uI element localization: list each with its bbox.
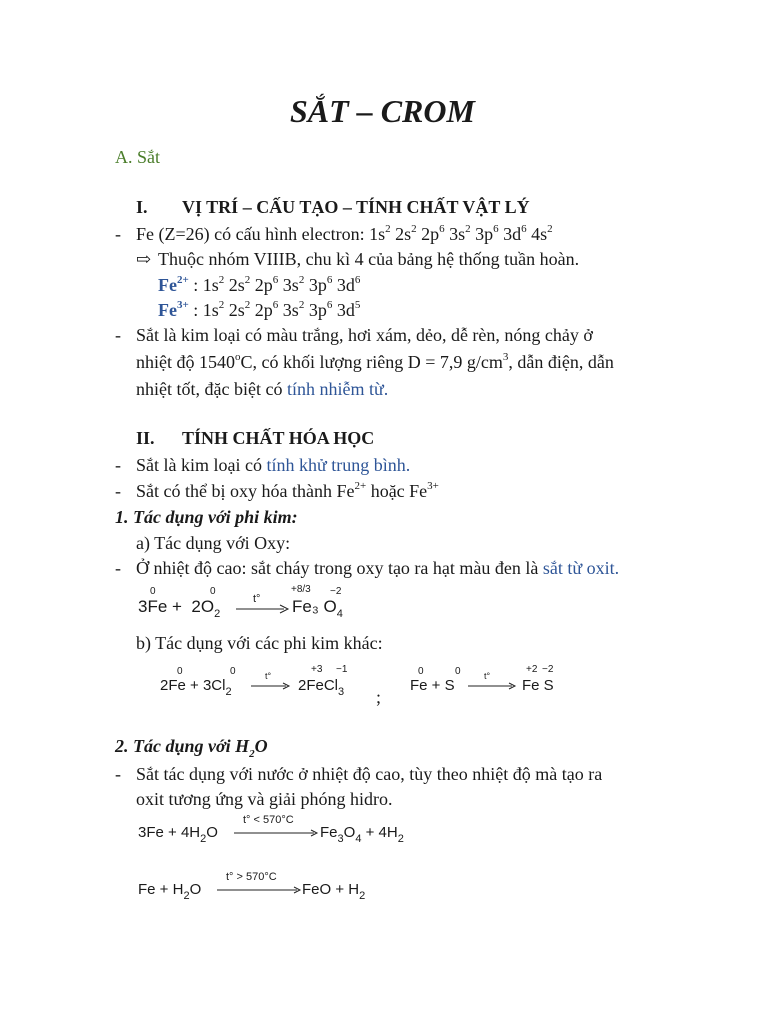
physical-line-3: nhiệt tốt, đặc biệt có tính nhiễm từ. — [136, 379, 389, 399]
bullet-dash: - — [115, 764, 121, 784]
heading-2-text: TÍNH CHẤT HÓA HỌC — [182, 428, 375, 448]
fe2-config-line: $Fe^{2+}$ : $1s^2$ $2s^2$ $2p^6$ $3s^2$ $3p^6$ $3d^6$ — [158, 274, 361, 295]
bullet-dash: - — [115, 325, 121, 345]
equation-fe-o2: 0 0 +8/3 −2 $3Fe + 2O_2$ t° Fe₃ $O_4$ — [138, 584, 343, 620]
reaction-arrow-icon — [236, 603, 290, 615]
heading-1-text: VỊ TRÍ – CẤU TẠO – TÍNH CHẤT VẬT LÝ — [182, 197, 530, 217]
electron-config-text: Fe (Z=26) có cấu hình electron: — [136, 224, 370, 244]
magnetite-text: sắt từ oxit. — [542, 558, 620, 578]
fe3-label: $Fe^{3+}$ — [158, 299, 189, 320]
bullet-dash: - — [115, 481, 121, 501]
bullet-dash: - — [115, 224, 121, 244]
section-a-heading: A. Sắt — [115, 147, 160, 167]
water-line-2: oxit tương ứng và giải phóng hidro. — [136, 789, 393, 809]
magnetic-property-text: tính nhiễm từ. — [286, 379, 389, 399]
equation-fe-cl2: 0 0 +3 −1 $2Fe + 3Cl_2$ t° 2FeCl$_3$ — [160, 664, 348, 698]
subheading-1b: b) Tác dụng với các phi kim khác: — [136, 633, 383, 653]
water-line-1: Sắt tác dụng với nước ở nhiệt độ cao, tùy theo nhiệt độ mà tạo ra — [136, 764, 603, 784]
equation-fe-water-low: $3Fe + 4H_2O$ t° < 570°C $Fe_3O_4 + 4H_2$ — [138, 814, 404, 845]
oxygen-line: Ở nhiệt độ cao: sắt cháy trong oxy tạo ra hạt màu đen là sắt từ oxit. — [136, 558, 620, 578]
heading-2-number: II. — [136, 428, 155, 448]
reducing-line: Sắt là kim loại có tính khử trung bình. — [136, 455, 411, 475]
physical-line-2: nhiệt độ 1540$^o$C, có khối lượng riêng D = 7,9 $g/cm^3$, dẫn điện, dẫn — [136, 351, 614, 372]
bullet-dash: - — [115, 455, 121, 475]
equation-fe-s: 0 0 +2 −2 Fe + S t° Fe S — [410, 664, 554, 694]
semicolon: ; — [376, 687, 382, 707]
electron-config-formula: $1s^2$ $2s^2$ $2p^6$ $3s^2$ $3p^6$ $3d^6$ $4s^2$ — [369, 223, 553, 244]
electron-config-line — [136, 223, 553, 245]
page-title: SẮT – CROM — [290, 93, 475, 129]
subheading-1: 1. Tác dụng với phi kim: — [115, 507, 298, 527]
group-period-text: Thuộc nhóm VIIIB, chu kì 4 của bảng hệ thống tuần hoàn. — [158, 249, 580, 269]
bullet-dash: - — [115, 558, 121, 578]
fe2-label: $Fe^{2+}$ — [158, 274, 189, 295]
equation-fe-water-high: $Fe + H_2O$ t° > 570°C FeO + $H_2$ — [138, 871, 366, 902]
physical-line-1: Sắt là kim loại có màu trắng, hơi xám, dẻo, dễ rèn, nóng chảy ở — [136, 325, 593, 345]
reducing-property-text: tính khử trung bình. — [266, 455, 411, 475]
subheading-2: 2. Tác dụng với $H_2O$ — [115, 736, 268, 760]
oxidation-line: Sắt có thể bị oxy hóa thành $Fe^{2+}$ hoặc $Fe^{3+}$ — [136, 480, 439, 501]
fe3-config-line: $Fe^{3+}$ : $1s^2$ $2s^2$ $2p^6$ $3s^2$ $3p^6$ $3d^5$ — [158, 299, 361, 320]
heading-1-number: I. — [136, 197, 148, 217]
arrow-right-icon: ⇨ — [136, 249, 152, 269]
subheading-1a: a) Tác dụng với Oxy: — [136, 533, 291, 553]
